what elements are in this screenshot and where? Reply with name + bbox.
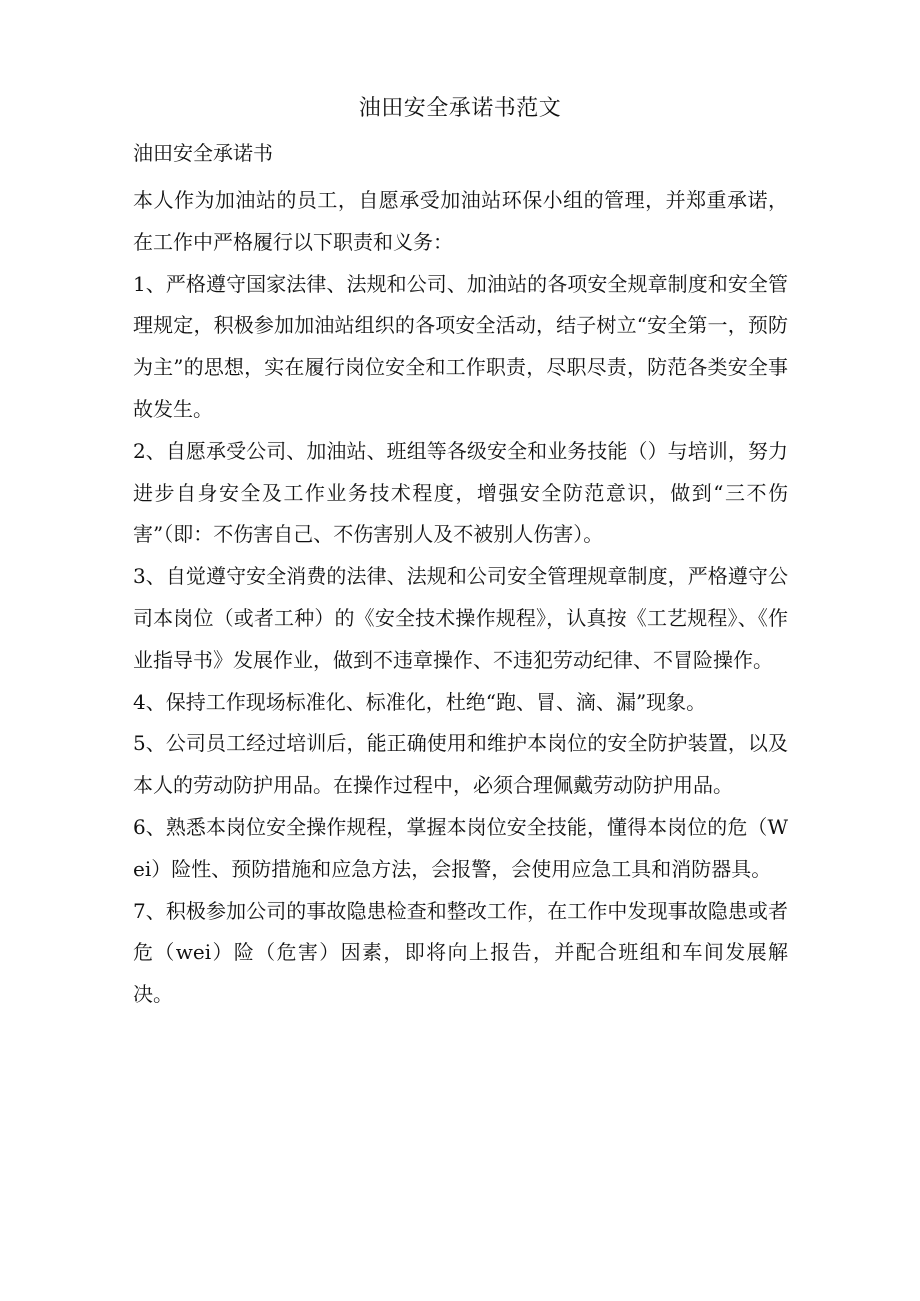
document-title: 油田安全承诺书范文: [358, 96, 562, 121]
paragraph-item-5: 5、公司员工经过培训后，能正确使用和维护本岗位的安全防护装置，以及本人的劳动防护用品。在操作过程中，必须合理佩戴劳动防护用品。: [133, 731, 788, 798]
paragraph-item-7: 7、积极参加公司的事故隐患检查和整改工作，在工作中发现事故隐患或者危（wei）险（危害）因素，即将向上报告，并配合班组和车间发展解决。: [133, 898, 788, 1007]
paragraph-item-1: 1、严格遵守国家法律、法规和公司、加油站的各项安全规章制度和安全管理规定，积极参加加油站组织的各项安全活动，结子树立“安全第一，预防为主”的思想，实在履行岗位安全和工作职责，尽职尽责，防范各类安全事故发生。: [133, 271, 788, 421]
paragraph-item-6: 6、熟悉本岗位安全操作规程，掌握本岗位安全技能，懂得本岗位的危（Wei）险性、预防措施和应急方法，会报警，会使用应急工具和消防器具。: [133, 814, 788, 881]
document-subtitle: 油田安全承诺书: [133, 141, 273, 165]
paragraph-item-2: 2、自愿承受公司、加油站、班组等各级安全和业务技能（）与培训，努力进步自身安全及工作业务技术程度，增强安全防范意识，做到“三不伤害”（即：不伤害自己、不伤害别人及不被别人伤害）。: [133, 438, 788, 547]
paragraph-item-3: 3、自觉遵守安全消费的法律、法规和公司安全管理规章制度，严格遵守公司本岗位（或者工种）的《安全技术操作规程》，认真按《工艺规程》、《作业指导书》发展作业，做到不违章操作、不违犯劳动纪律、不冒险操作。: [133, 564, 788, 672]
document-body: [133, 180, 788, 1016]
paragraph-intro: 本人作为加油站的员工，自愿承受加油站环保小组的管理，并郑重承诺，在工作中严格履行以下职责和义务：: [133, 188, 788, 254]
paragraph-item-4: 4、保持工作现场标准化、标准化，杜绝“跑、冒、滴、漏”现象。: [133, 689, 707, 714]
